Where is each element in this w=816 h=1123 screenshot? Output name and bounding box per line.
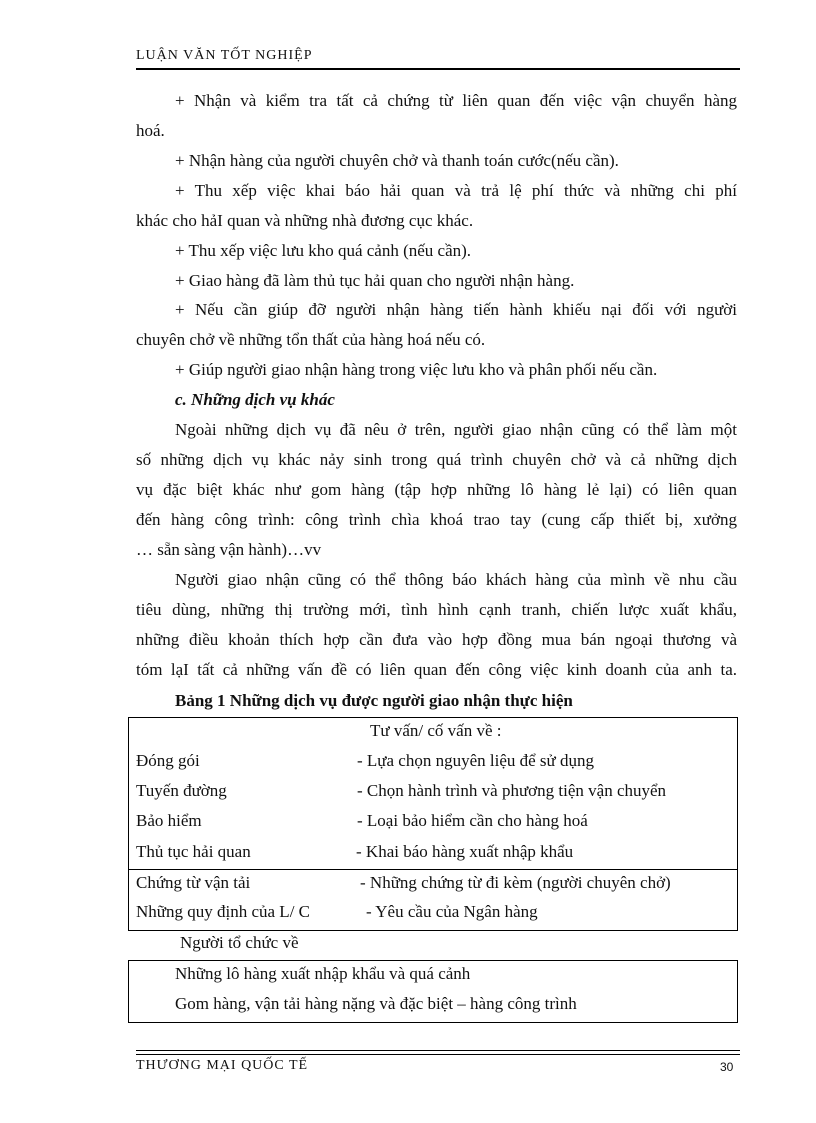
paragraph-line: + Nhận hàng của người chuyên chở và thanh toán cước(nếu cần).	[175, 151, 619, 170]
table-row-left: Tuyến đường	[136, 781, 227, 800]
table-row-left: Những quy định của L/ C	[136, 902, 311, 921]
paragraph-line: hoá.	[136, 121, 165, 140]
paragraph-line: khác cho hảI quan và những nhà đương cục khác.	[136, 211, 474, 230]
paragraph-line: … sẵn sàng vận hành)…vv	[136, 540, 322, 559]
table-row-left: Bảo hiểm	[136, 811, 202, 830]
organizer-header: Người tổ chức về	[180, 933, 299, 952]
page-number: 30	[720, 1060, 734, 1074]
paragraph-line: + Nhận và kiểm tra tất cả chứng từ liên quan đến việc vận chuyển hàng	[175, 91, 737, 110]
table-row-right: - Những chứng từ đi kèm (người chuyên chở)	[360, 873, 671, 892]
paragraph-line: + Nếu cần giúp đỡ người nhận hàng tiến hành khiếu nại đối với người	[175, 300, 737, 319]
paragraph-line: + Thu xếp việc khai báo hải quan và trả lệ phí thức và những chi phí	[175, 181, 737, 200]
paragraph-line: tiêu dùng, những thị trường mới, tình hình cạnh tranh, chiến lược xuất khẩu,	[136, 600, 737, 619]
table-row-left: Đóng gói	[136, 751, 200, 770]
footer-rule	[136, 1054, 740, 1055]
paragraph-line: đến hàng công trình: công trình chìa khoá trao tay (cung cấp thiết bị, xưởng	[136, 510, 737, 529]
paragraph-line: + Giao hàng đã làm thủ tục hải quan cho người nhận hàng.	[175, 271, 575, 290]
paragraph-line: tóm lạI tất cả những vấn đề có liên quan đến công việc kinh doanh của anh ta.	[136, 660, 737, 679]
advice-header: Tư vấn/ cố vấn về :	[370, 721, 502, 740]
paragraph-line: chuyên chở về những tổn thất của hàng hoá nếu có.	[136, 330, 486, 349]
table-divider	[128, 869, 738, 870]
organizer-item: Những lô hàng xuất nhập khẩu và quá cảnh	[175, 964, 471, 983]
table-row-right: - Khai báo hàng xuất nhập khẩu	[356, 842, 574, 861]
footer-title: THƯƠNG MẠI QUỐC TẾ	[136, 1058, 309, 1073]
paragraph-line: số những dịch vụ khác nảy sinh trong quá trình chuyên chở và cả những dịch	[136, 450, 737, 469]
table-row-left: Thủ tục hải quan	[136, 842, 251, 861]
table-row-right: - Yêu cầu của Ngân hàng	[366, 902, 538, 921]
paragraph-line: những điều khoản thích hợp cần đưa vào hợp đồng mua bán ngoại thương và	[136, 630, 737, 649]
organizer-item: Gom hàng, vận tải hàng nặng và đặc biệt – hàng công trình	[175, 994, 577, 1013]
paragraph-line: Ngoài những dịch vụ đã nêu ở trên, người giao nhận cũng có thể làm một	[175, 420, 737, 439]
paragraph-line: + Giúp người giao nhận hàng trong việc lưu kho và phân phối nếu cần.	[175, 360, 658, 379]
paragraph-line: + Thu xếp việc lưu kho quá cảnh (nếu cần).	[175, 241, 472, 260]
section-heading: c. Những dịch vụ khác	[175, 390, 335, 409]
table-row-right: - Lựa chọn nguyên liệu để sử dụng	[357, 751, 595, 770]
header-title: LUẬN VĂN TỐT NGHIỆP	[136, 48, 313, 63]
table-caption: Bảng 1 Những dịch vụ được người giao nhận thực hiện	[175, 691, 573, 710]
table-row-right: - Chọn hành trình và phương tiện vận chuyển	[357, 781, 667, 800]
table-row-right: - Loại bảo hiểm cần cho hàng hoá	[357, 811, 588, 830]
header-rule	[136, 68, 740, 70]
paragraph-line: Người giao nhận cũng có thể thông báo khách hàng của mình về nhu cầu	[175, 570, 737, 589]
footer-rule	[136, 1050, 740, 1051]
table-row-left: Chứng từ vận tải	[136, 873, 251, 892]
paragraph-line: vụ đặc biệt khác như gom hàng (tập hợp những lô hàng lẻ lại) có liên quan	[136, 480, 737, 499]
